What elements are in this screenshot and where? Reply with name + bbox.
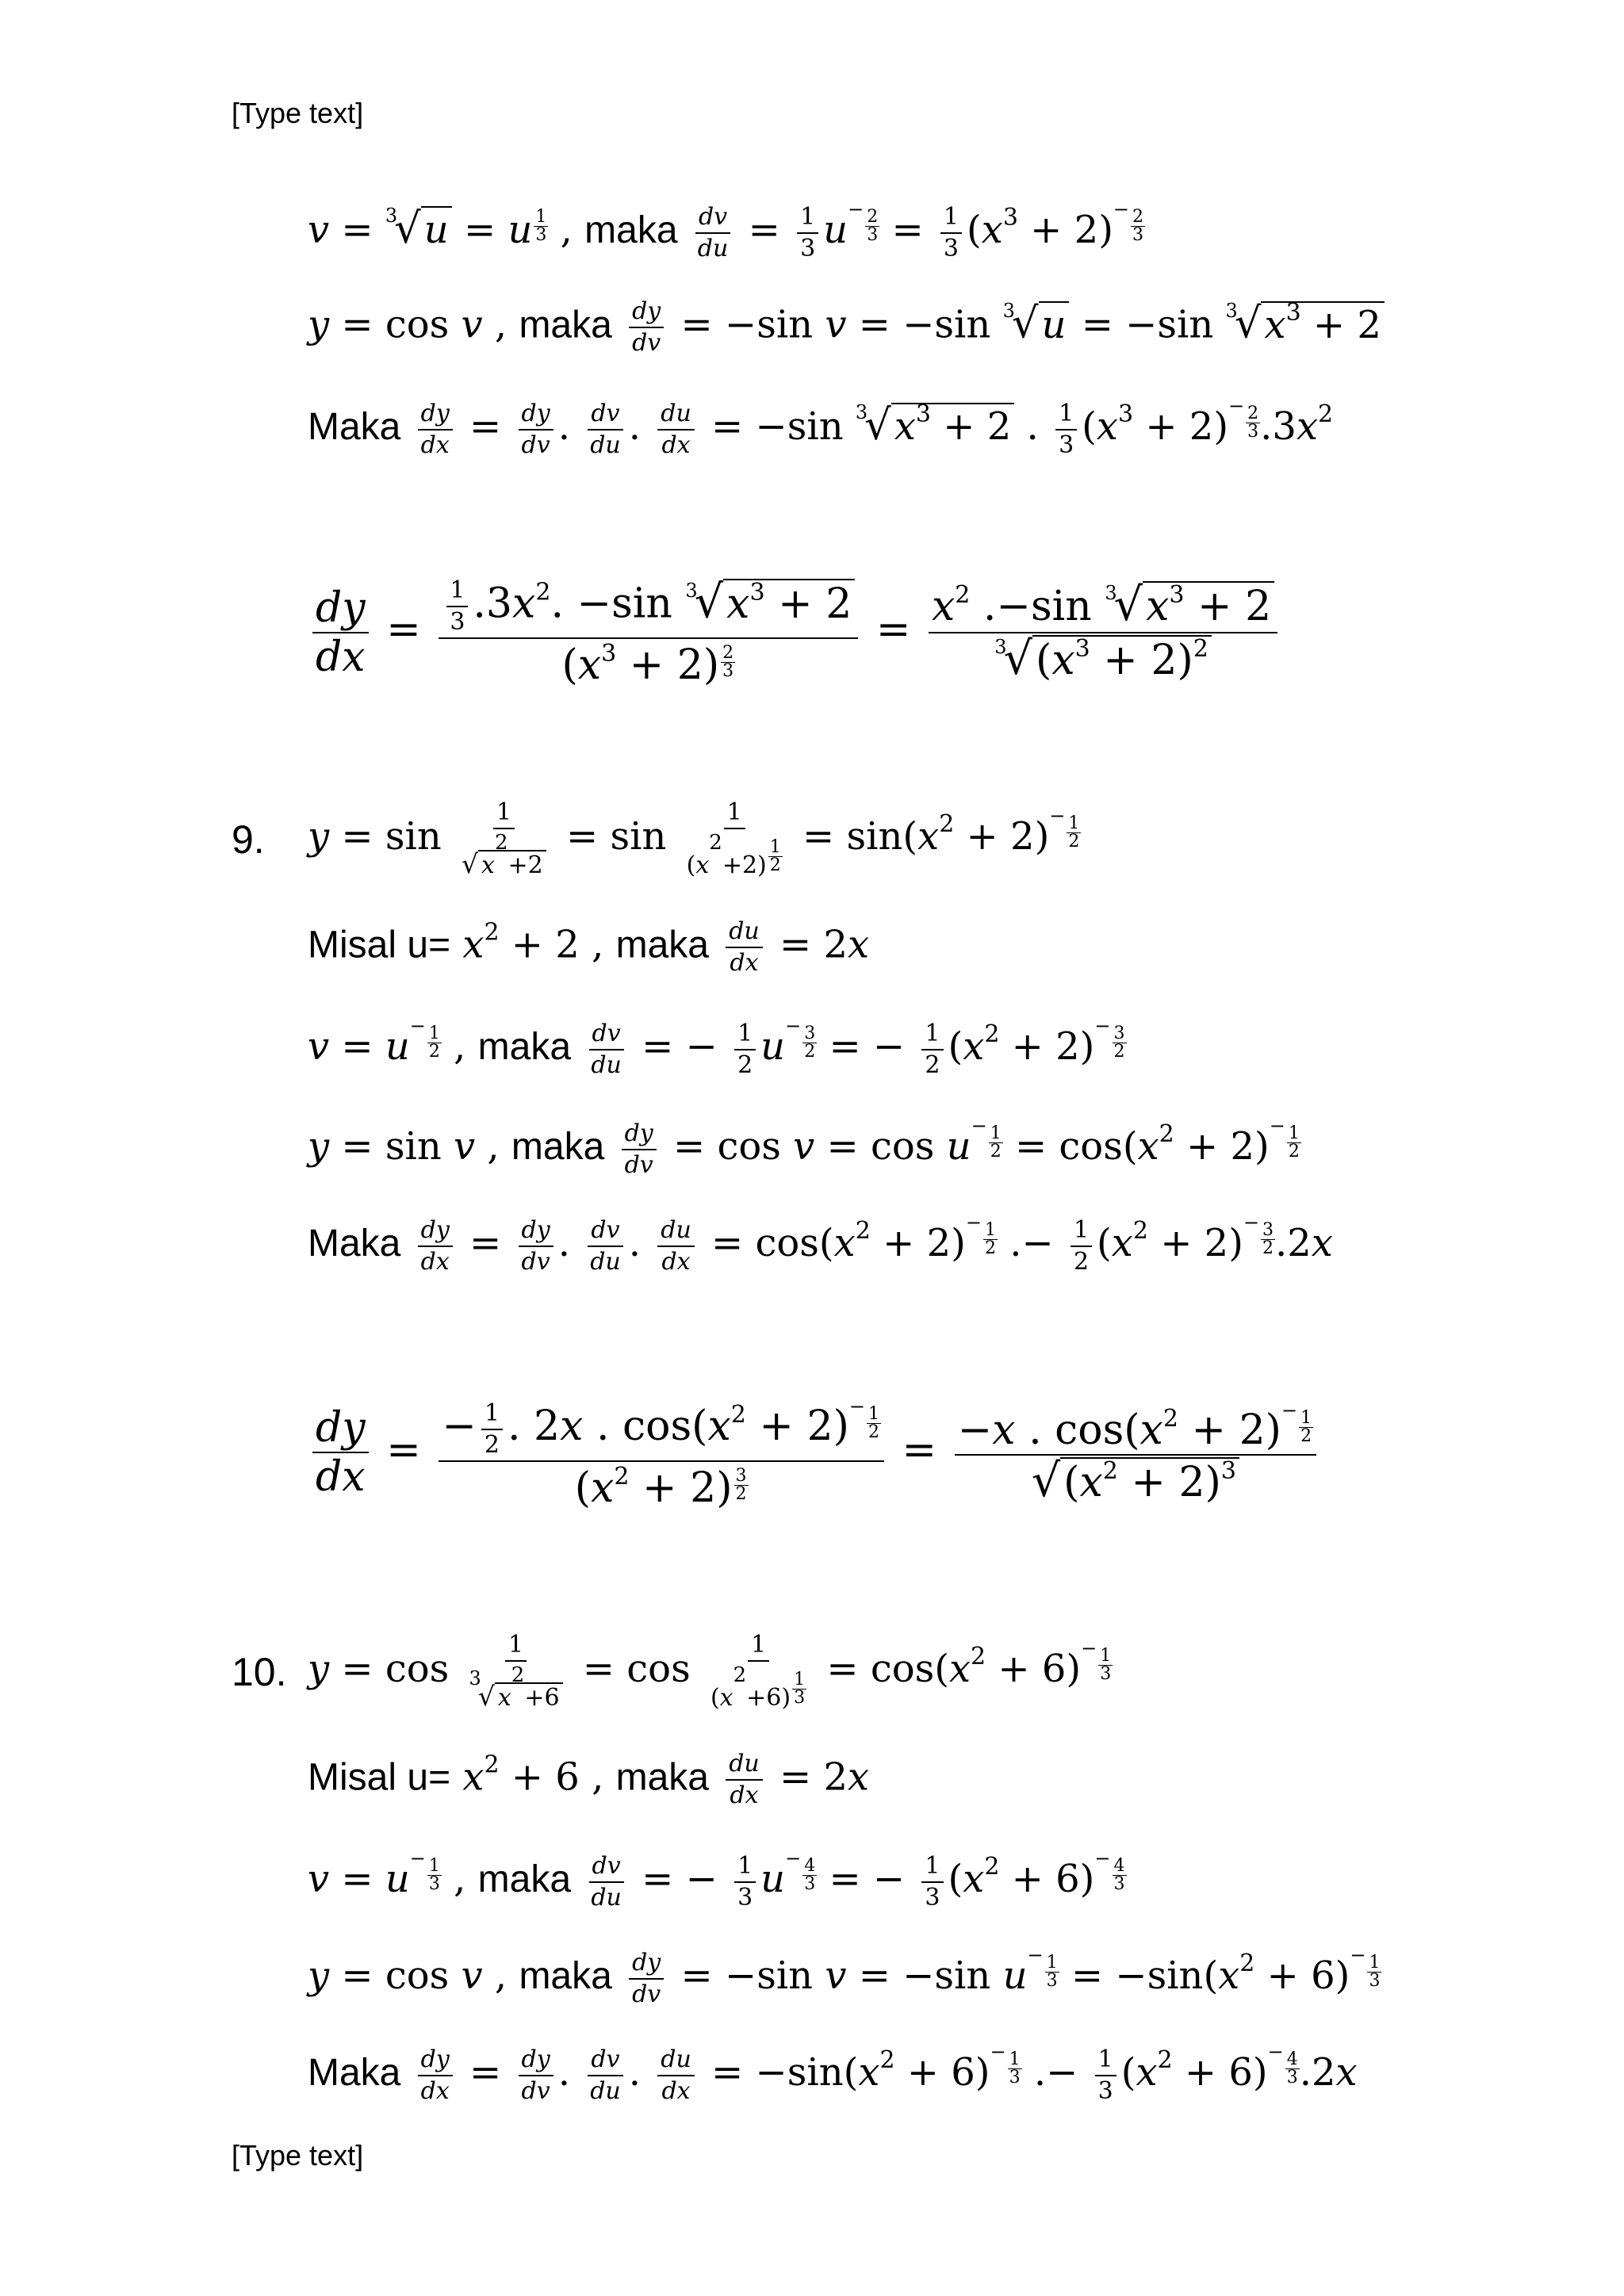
problem-number-10: 10. [232,1650,287,1694]
eq-result-8: $\frac{dy}{dx}$ = $\frac{1}{3}$ $.3x^2$. −sin $^3√x^3 + 2$ $(x^3 + 2)$ $\frac{2}{3}$ = $\frac{x^2 .-\sin ^3√x^3 + 2}{^3√(x^3 + 2)^2}$ [308,579,1282,686]
eq-y-def-8: y = cos v , maka $\frac{dy}{dv}$ = −sin v = −sin $^3$√u = −sin $^3√x^3 + 2$ [308,300,1385,355]
eq-p9-chain: Maka $\frac{dy}{dx}$ = $\frac{dy}{dv}$ . $\frac{dv}{du}$ . $\frac{du}{dx}$ = $\cos(x^2 + 2)^-$ $\frac{1}{2}$ .− $\frac{1}{2}$ $(x^2 + 2)^-$ $\frac{3}{2}$ .2x [308,1211,1333,1276]
problem-number-9: 9. [232,817,265,862]
eq-p9-v: v = u− $\frac{1}{2}$ , maka $\frac{dv}{du}$ = − $\frac{1}{2}$ u− $\frac{3}{2}$ = − $\frac{1}{2}$ $(x^2 + 2)^-$ $\frac{3}{2}$ [308,1015,1125,1079]
page-header: [Type text] [232,97,364,129]
eq-p9-y: y = sin v , maka $\frac{dy}{dv}$ = cos v = cos u− $\frac{1}{2}$ = $\cos(x^2 + 2)^-$ $\frac{1}{2}$ [308,1115,1300,1179]
eq-p10-def: y = cos $\frac{1}{^3√ x2+6}$ = cos 1 (x2+6) $\frac{1}{3}$ = $\cos(x^2 + 6)^-$ $\frac{1}{3}$ [308,1631,1112,1712]
eq-p9-misal: Misal $u= x^2 + 2$ , maka $\frac{du}{dx}$ = 2x [308,917,870,977]
eq-v-def-8: v = $^3$√u = u $\frac{1}{3}$ , maka $\frac{dv}{du}$ = $\frac{1}{3}$ u− $\frac{2}{3}$ = $\frac{1}{3}$ $(x^3 + 2)^-$ $\frac{2}{3}$ [308,198,1144,262]
eq-p10-chain: Maka $\frac{dy}{dx}$ = $\frac{dy}{dv}$ . $\frac{dv}{du}$ . $\frac{du}{dx}$ = $-\sin(x^2 + 6)^-$ $\frac{1}{3}$ .− $\frac{1}{3}$ $(x^2 + 6)^-$ $\frac{4}{3}$ .2x [308,2041,1358,2105]
eq-p10-misal: Misal $u= x^2 + 6$ , maka $\frac{du}{dx}$ = 2x [308,1750,870,1809]
eq-chain-8: Maka $\frac{dy}{dx}$ = $\frac{dy}{dv}$ . $\frac{dv}{du}$ . $\frac{du}{dx}$ = −sin $^3√x^3 + 2$ . $\frac{1}{3}$ $(x^3 + 2)^-$ $\frac{2}{3}$ $.3x^2$ [308,395,1334,459]
eq-p10-y: y = cos v , maka $\frac{dy}{dv}$ = −sin v = −sin u− $\frac{1}{3}$ = $-\sin(x^2 + 6)^-$ $\frac{1}{3}$ [308,1944,1381,2008]
eq-p9-result: $\frac{dy}{dx}$ = − $\frac{1}{2}$ . 2x . $\cos(x^2 + 2)^-$ $\frac{1}{2}$ $(x^2 + 2)$ $\frac{3}{2}$ = −x . $\cos(x^2 + 2)^-$ $\frac{1}{2}$ $√(x^2 + 2)^3$ [308,1397,1321,1509]
eq-p10-v: v = u− $\frac{1}{3}$ , maka $\frac{dv}{du}$ = − $\frac{1}{3}$ u− $\frac{4}{3}$ = − $\frac{1}{3}$ $(x^2 + 6)^-$ $\frac{4}{3}$ [308,1847,1125,1911]
eq-p9-def: y = sin $\frac{1}{√ x2+2}$ = sin 1 (x2+2) $\frac{1}{2}$ = $\sin(x^2 + 2)^-$ $\frac{1}{2}$ [308,798,1080,879]
page-footer: [Type text] [232,2139,364,2172]
